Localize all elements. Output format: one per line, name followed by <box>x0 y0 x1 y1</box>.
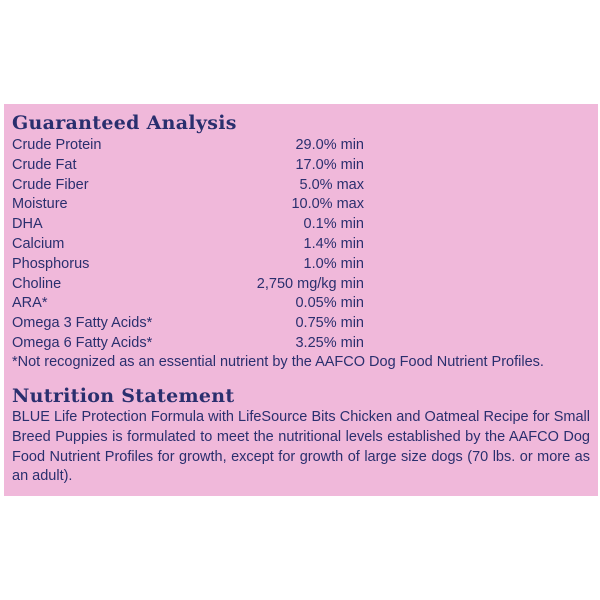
nutrient-name: Omega 3 Fatty Acids* <box>12 315 153 332</box>
nutrient-value: 17.0% min <box>295 156 364 173</box>
analysis-row <box>12 294 372 314</box>
nutrient-name: Calcium <box>12 235 65 252</box>
analysis-row <box>12 136 372 156</box>
aafco-footnote: *Not recognized as an essential nutrient by the AAFCO Dog Food Nutrient Profiles. <box>12 354 544 370</box>
analysis-row <box>12 314 372 334</box>
guaranteed-analysis-heading: Guaranteed Analysis <box>12 112 237 134</box>
nutrient-name: Choline <box>12 275 62 292</box>
nutrient-name: Crude Fat <box>12 156 77 173</box>
nutrient-name: DHA <box>12 216 43 233</box>
nutrient-value: 0.05% min <box>295 295 364 312</box>
nutrient-value: 1.0% min <box>303 255 364 272</box>
nutrient-value: 2,750 mg/kg min <box>256 275 364 292</box>
analysis-row <box>12 195 372 215</box>
nutrition-statement-heading: Nutrition Statement <box>12 385 235 407</box>
nutrient-name: Phosphorus <box>12 255 90 272</box>
analysis-row <box>12 176 372 196</box>
analysis-row <box>12 275 372 295</box>
nutrient-name: ARA* <box>12 295 48 312</box>
analysis-row <box>12 215 372 235</box>
nutrition-panel <box>4 104 598 496</box>
analysis-row <box>12 255 372 275</box>
nutrient-value: 0.1% min <box>303 216 364 233</box>
nutrient-name: Omega 6 Fatty Acids* <box>12 334 153 351</box>
nutrient-value: 0.75% min <box>295 315 364 332</box>
nutrient-value: 10.0% max <box>291 196 364 213</box>
analysis-row <box>12 156 372 176</box>
nutrient-name: Moisture <box>12 196 68 213</box>
nutrition-statement-text: BLUE Life Protection Formula with LifeSource Bits Chicken and Oatmeal Recipe for Small Breed Puppies is formulated to meet the nutritional levels established by the AAFCO Dog Food Nutrient Profiles for growth, except for growth of large size dogs (70 lbs. or more as an adult). <box>12 409 590 485</box>
nutrient-name: Crude Fiber <box>12 176 89 193</box>
nutrient-name: Crude Protein <box>12 137 102 153</box>
nutrient-value: 5.0% max <box>299 176 364 193</box>
analysis-table <box>12 136 372 354</box>
nutrient-value: 3.25% min <box>295 334 364 351</box>
nutrient-value: 1.4% min <box>303 235 364 252</box>
analysis-row <box>12 235 372 255</box>
nutrient-value: 29.0% min <box>295 137 364 153</box>
analysis-row <box>12 334 372 354</box>
